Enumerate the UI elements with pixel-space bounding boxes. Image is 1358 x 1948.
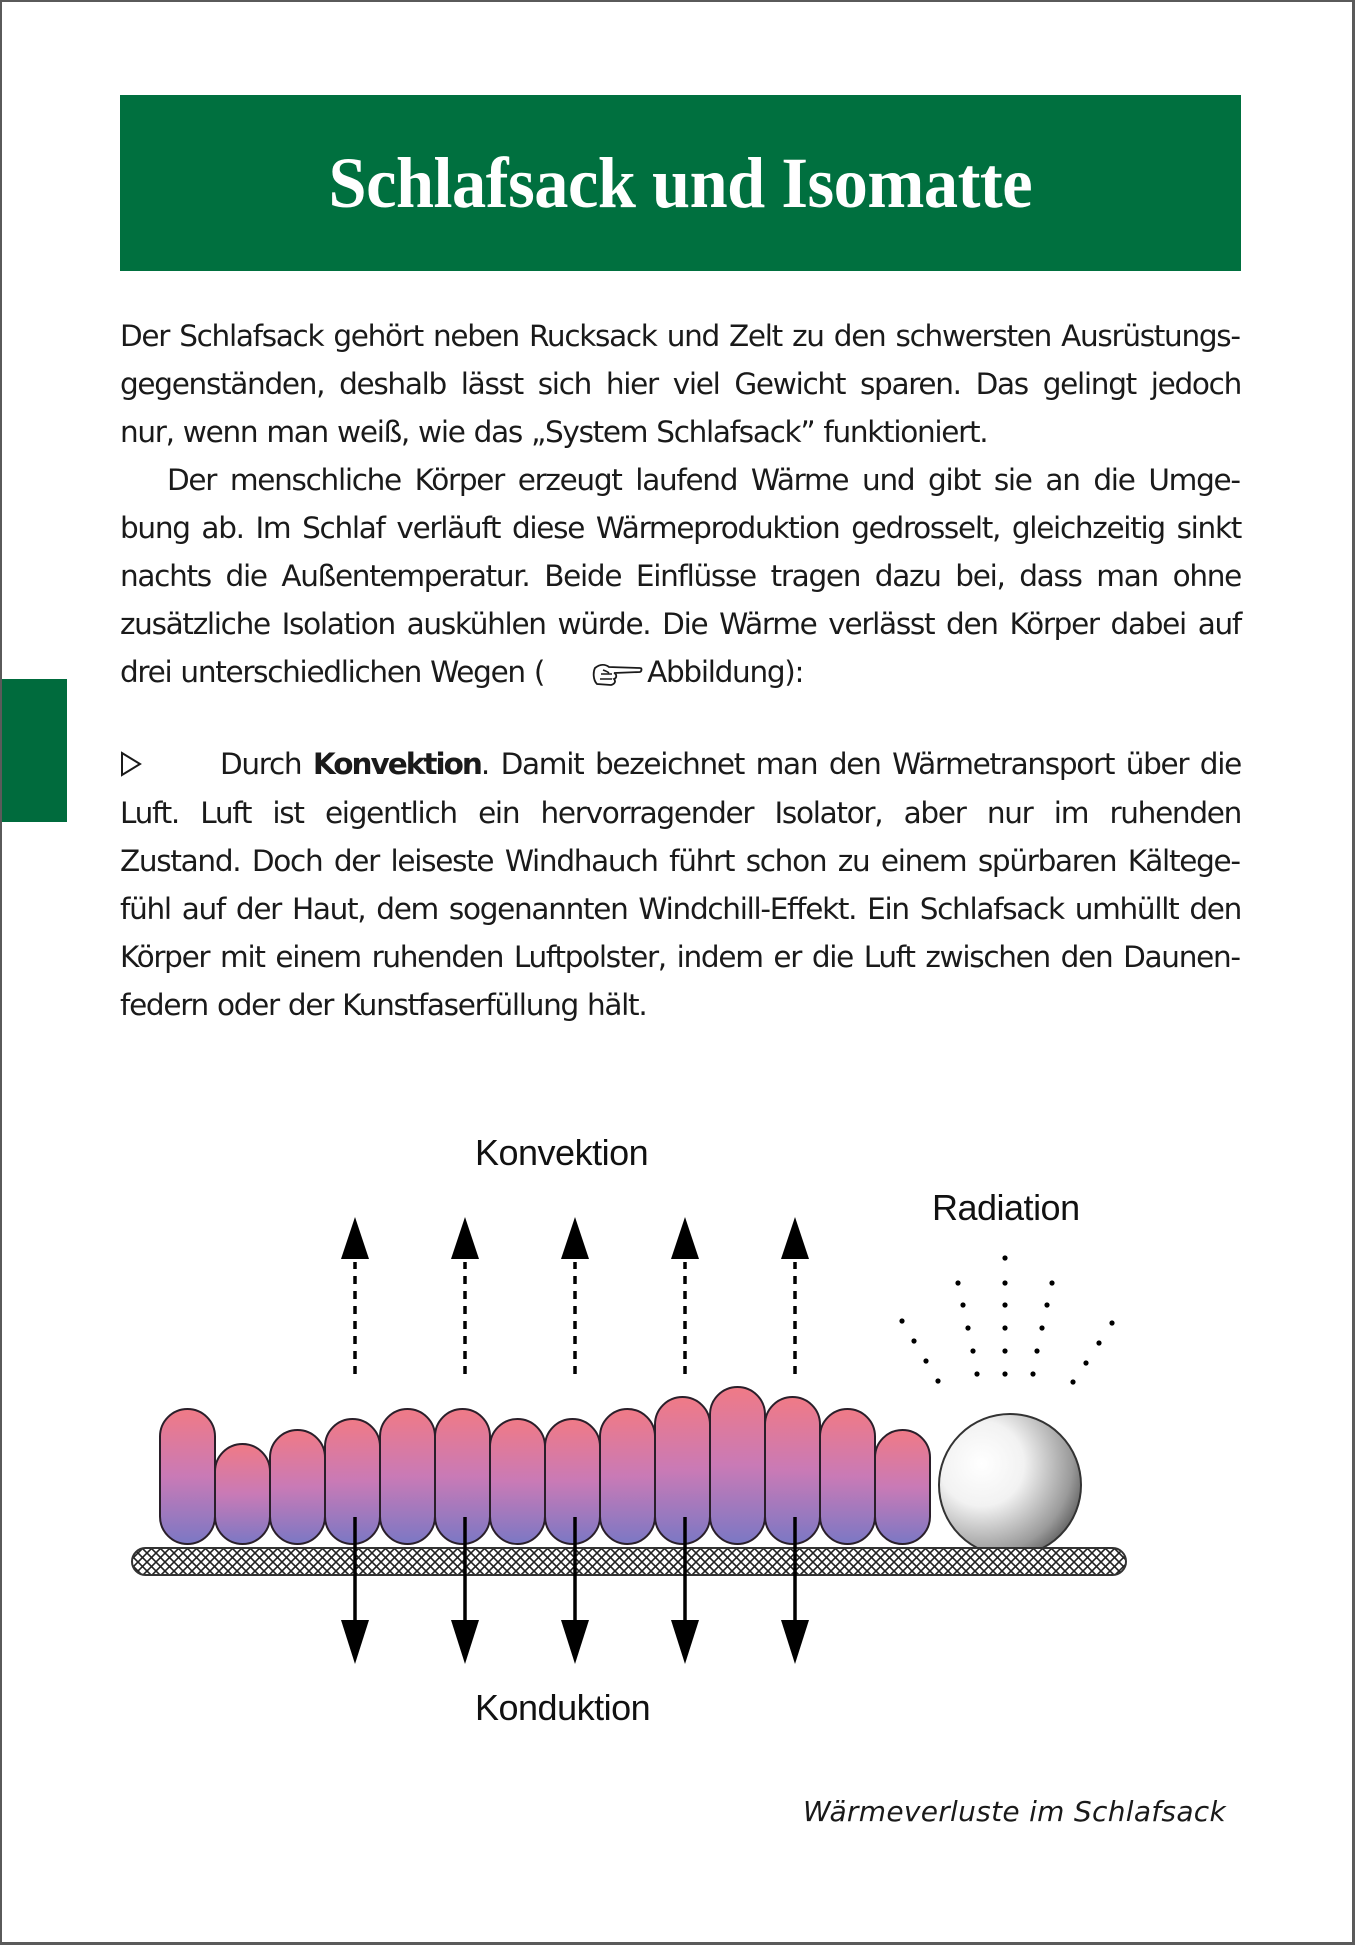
radiation-dot	[1083, 1360, 1088, 1365]
chapter-title: Schlafsack und Isomatte	[328, 142, 1033, 223]
bullet-text: . Damit bezeichnet man den Wärmetransport über die Luft. Luft ist eigentlich ein hervorragender Isolator, aber nur im ruhenden Zustand. Doch der leiseste Windhauch führt schon zu einem spürbaren Kältegefühl auf der Haut, dem sogenannten Windchill-Effekt. Ein Schlafsack umhüllt den Körper mit einem ruhenden Luftpolster, indem er die Luft zwischen den Daunenfedern oder der Kunstfaserfüllung hält.	[120, 747, 1241, 1022]
arrow-head-up	[561, 1217, 589, 1259]
radiation-dot	[1002, 1371, 1007, 1376]
chamber	[160, 1409, 215, 1544]
paragraph-1: Der Schlafsack gehört neben Rucksack und Zelt zu den schwersten Ausrüstungsgegenständen, deshalb lässt sich hier viel Gewicht sparen. Das gelingt jedoch nur, wenn man weiß, wie das „System Schlafsack” funktioniert.	[120, 319, 1241, 449]
arrow-head-down	[561, 1620, 589, 1664]
chapter-thumb-tab	[2, 679, 67, 822]
radiation-dot	[1002, 1302, 1007, 1307]
bullet-lead: Durch	[220, 747, 313, 781]
radiation-dot	[960, 1302, 965, 1307]
chamber	[380, 1409, 435, 1544]
paragraph-2-text: Der menschliche Körper erzeugt laufend Wärme und gibt sie an die Umgebung ab. Im Schlaf verläuft diese Wärmeproduktion gedrosselt, gleichzeitig sinkt nachts die Außentemperatur. Beide Einflüsse tragen dazu bei, dass man ohne zusätzliche Isolation auskühlen würde. Die Wärme verlässt den Körper dabei auf drei unterschiedlichen Wegen (	[120, 463, 1241, 689]
triangle-right-outline-icon	[120, 741, 220, 789]
chamber	[545, 1419, 600, 1544]
convection-arrow	[671, 1217, 699, 1374]
arrow-head-up	[341, 1217, 369, 1259]
radiation-dot	[935, 1378, 940, 1383]
arrow-head-down	[341, 1620, 369, 1664]
chamber	[435, 1409, 490, 1544]
arrow-head-down	[671, 1620, 699, 1664]
radiation-dot	[1096, 1340, 1101, 1345]
bullet-paragraph	[120, 740, 1241, 1029]
bullet-convection	[120, 740, 1241, 1029]
head-sphere	[939, 1414, 1081, 1556]
arrow-head-up	[671, 1217, 699, 1259]
arrow-head-down	[781, 1620, 809, 1664]
intro-text	[120, 312, 1241, 702]
head-circle	[939, 1414, 1081, 1556]
radiation-dot	[1034, 1348, 1039, 1353]
radiation-dot	[1109, 1320, 1114, 1325]
radiation-dot	[955, 1280, 960, 1285]
radiation-dot	[1049, 1280, 1054, 1285]
figure-caption: Wärmeverluste im Schlafsack	[803, 1795, 1226, 1828]
radiation-dot	[911, 1338, 916, 1343]
label-konvektion: Konvektion	[475, 1132, 649, 1173]
chamber	[215, 1444, 270, 1544]
arrow-head-up	[451, 1217, 479, 1259]
sleeping-mat	[132, 1548, 1126, 1575]
figure-reference: Abbildung	[647, 655, 785, 689]
radiation-dot	[965, 1325, 970, 1330]
radiation-dot	[899, 1318, 904, 1323]
chapter-title-banner	[120, 95, 1241, 271]
term-konvektion: Konvektion	[312, 747, 481, 781]
convection-arrows	[341, 1217, 809, 1374]
radiation-dot	[923, 1358, 928, 1363]
mat-bar	[132, 1548, 1126, 1575]
radiation-dot	[1044, 1302, 1049, 1307]
radiation-dots	[899, 1255, 1114, 1384]
pointing-hand-icon	[544, 654, 643, 702]
chamber	[270, 1430, 325, 1544]
convection-arrow	[341, 1217, 369, 1374]
radiation-dot	[1002, 1255, 1007, 1260]
paragraph-2-end: ):	[784, 655, 804, 689]
chamber	[600, 1409, 655, 1544]
chamber	[655, 1397, 710, 1544]
convection-arrow	[781, 1217, 809, 1374]
label-konduktion: Konduktion	[475, 1687, 651, 1728]
radiation-dot	[1002, 1325, 1007, 1330]
paragraph-2	[120, 456, 1241, 702]
radiation-dot	[1030, 1371, 1035, 1376]
radiation-dot	[1070, 1379, 1075, 1384]
arrow-head-down	[451, 1620, 479, 1664]
convection-arrow	[561, 1217, 589, 1374]
chamber	[325, 1419, 380, 1544]
convection-arrow	[451, 1217, 479, 1374]
heat-loss-diagram	[120, 1112, 1241, 1812]
radiation-dot	[1002, 1348, 1007, 1353]
label-radiation: Radiation	[932, 1187, 1080, 1228]
sleeping-bag-chambers	[160, 1387, 930, 1544]
chamber	[710, 1387, 765, 1544]
chamber	[875, 1430, 930, 1544]
radiation-dot	[974, 1371, 979, 1376]
radiation-dot	[1002, 1280, 1007, 1285]
chamber	[765, 1397, 820, 1544]
radiation-dot	[970, 1348, 975, 1353]
arrow-head-up	[781, 1217, 809, 1259]
radiation-dot	[1039, 1325, 1044, 1330]
chamber	[820, 1409, 875, 1544]
chamber	[490, 1419, 545, 1544]
